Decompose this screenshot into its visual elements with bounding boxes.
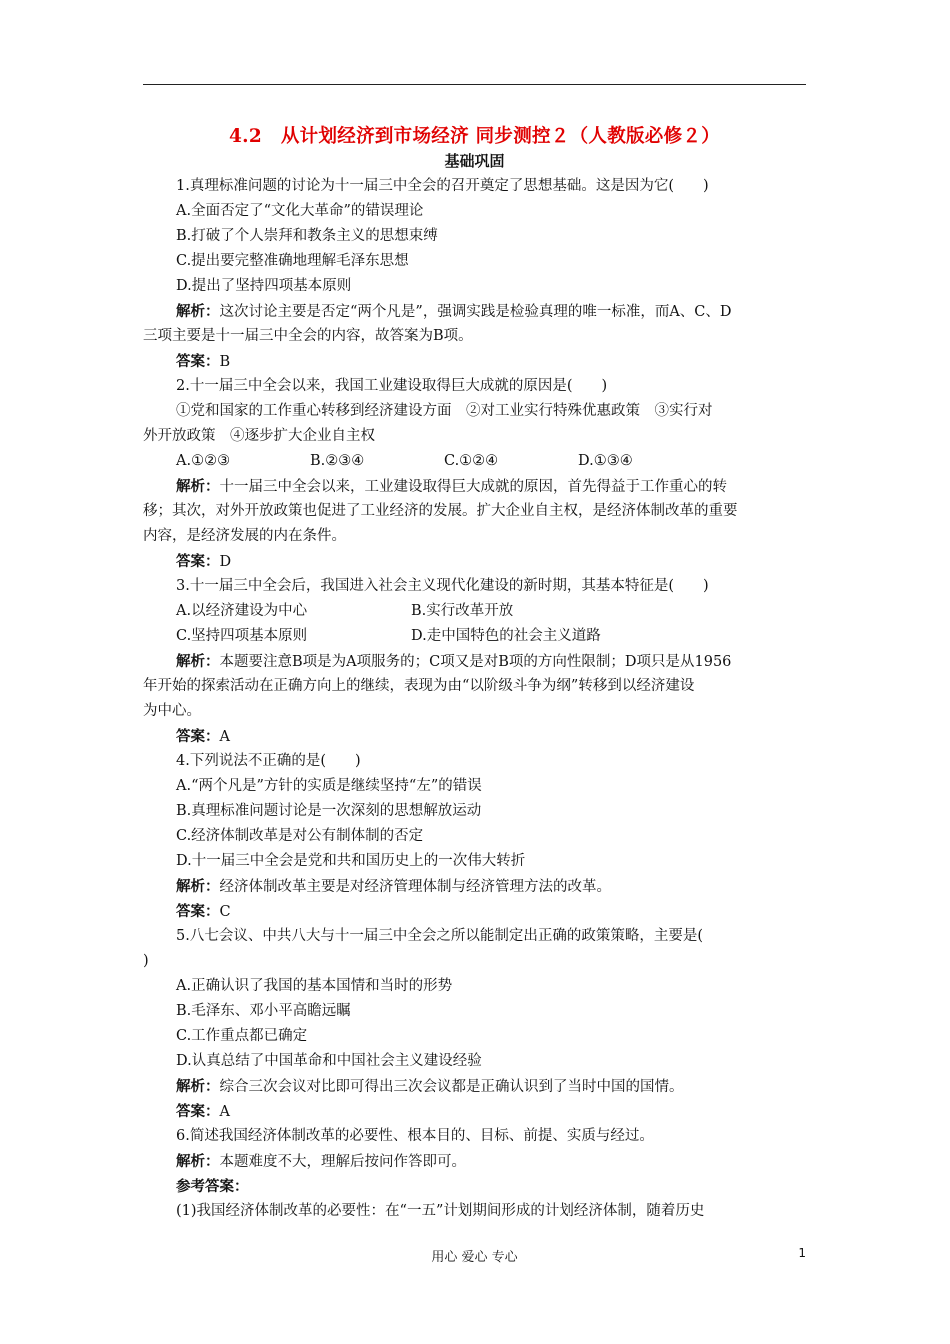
q6-analysis: [143, 1149, 806, 1174]
q3-answer: [143, 724, 806, 749]
analysis-label: 解析：: [176, 1153, 220, 1170]
q3-option-b: B.实行改革开放: [411, 603, 514, 619]
q5-option-d: D.认真总结了中国革命和中国社会主义建设经验: [176, 1053, 482, 1069]
analysis-label: 解析：: [176, 303, 220, 320]
q2-answer-value: D: [219, 554, 232, 570]
q6-reference-label: 参考答案：: [176, 1178, 249, 1195]
q3-options-row2: [143, 624, 806, 649]
q2-answer: [143, 549, 806, 574]
q5-option-a: A.正确认识了我国的基本国情和当时的形势: [176, 978, 453, 994]
q6-reference-text: (1)我国经济体制改革的必要性：在“一五”计划期间形成的计划经济体制，随着历史: [176, 1203, 705, 1219]
q2-options: [143, 449, 806, 474]
q1-analysis: [143, 299, 806, 324]
q2-stem: 2.十一届三中全会以来，我国工业建设取得巨大成就的原因是( ): [176, 378, 608, 394]
q1-option-b: B.打破了个人崇拜和教条主义的思想束缚: [176, 228, 438, 244]
q3-option-c: C.坚持四项基本原则: [176, 628, 308, 644]
q3-answer-value: A: [219, 729, 230, 745]
q3-stem: 3.十一届三中全会后，我国进入社会主义现代化建设的新时期，其基本特征是( ): [176, 578, 709, 594]
analysis-label: 解析：: [176, 653, 220, 670]
q4-option-c: C.经济体制改革是对公有制体制的否定: [176, 828, 424, 844]
section-heading: 基础巩固: [444, 152, 505, 170]
q1-answer-value: B: [219, 354, 231, 370]
q3-analysis: [143, 649, 806, 674]
answer-label: 答案：: [176, 553, 220, 570]
q5-option-c: C.工作重点都已确定: [176, 1028, 308, 1044]
q5-answer: [143, 1099, 806, 1124]
q1-answer: [143, 349, 806, 374]
q3-options-row1: [143, 599, 806, 624]
header-rule: [143, 84, 806, 85]
q2-analysis-text: 十一届三中全会以来，工业建设取得巨大成就的原因，首先得益于工作重心的转: [219, 479, 727, 495]
analysis-label: 解析：: [176, 878, 220, 895]
q3-analysis-cont: 年开始的探索活动在正确方向上的继续，表现为由“以阶级斗争为纲”转移到以经济建设: [143, 678, 695, 694]
q1-stem: 1.真理标准问题的讨论为十一届三中全会的召开奠定了思想基础。这是因为它( ): [176, 178, 709, 194]
q5-stem: 5.八七会议、中共八大与十一届三中全会之所以能制定出正确的政策策略，主要是(: [176, 928, 703, 944]
q4-analysis-text: 经济体制改革主要是对经济管理体制与经济管理方法的改革。: [219, 879, 611, 895]
q3-analysis-cont2: 为中心。: [143, 703, 201, 719]
q2-analysis: [143, 474, 806, 499]
q5-analysis-text: 综合三次会议对比即可得出三次会议都是正确认识到了当时中国的国情。: [219, 1079, 684, 1095]
q2-option-c: C.①②④: [444, 453, 499, 469]
q2-items: ①党和国家的工作重心转移到经济建设方面 ②对工业实行特殊优惠政策 ③实行对: [176, 403, 713, 419]
q4-answer: [143, 899, 806, 924]
q2-option-d: D.①③④: [578, 453, 633, 469]
q4-option-a: A.“两个凡是”方针的实质是继续坚持“左”的错误: [176, 778, 482, 794]
q3-analysis-text: 本题要注意B项是为A项服务的；C项又是对B项的方向性限制；D项只是从1956: [219, 654, 732, 670]
answer-label: 答案：: [176, 728, 220, 745]
q5-analysis: [143, 1074, 806, 1099]
q6-stem: 6.简述我国经济体制改革的必要性、根本目的、目标、前提、实质与经过。: [176, 1128, 654, 1144]
footer-text: 用心 爱心 专心: [431, 1250, 518, 1265]
answer-label: 答案：: [176, 353, 220, 370]
answer-label: 答案：: [176, 1103, 220, 1120]
q5-option-b: B.毛泽东、邓小平高瞻远瞩: [176, 1003, 351, 1019]
q2-analysis-cont: 移；其次，对外开放政策也促进了工业经济的发展。扩大企业自主权，是经济体制改革的重要: [143, 503, 738, 519]
q2-option-a: A.①②③: [176, 453, 231, 469]
q5-stem-cont: ): [143, 953, 149, 969]
page-footer: [143, 1246, 806, 1266]
q1-option-d: D.提出了坚持四项基本原则: [176, 278, 352, 294]
q2-analysis-cont2: 内容，是经济发展的内在条件。: [143, 528, 346, 544]
q6-analysis-text: 本题难度不大，理解后按问作答即可。: [219, 1154, 466, 1170]
q4-answer-value: C: [219, 904, 231, 920]
analysis-label: 解析：: [176, 478, 220, 495]
q1-option-a: A.全面否定了“文化大革命”的错误理论: [176, 203, 424, 219]
q1-analysis-text: 这次讨论主要是否定“两个凡是”，强调实践是检验真理的唯一标准，而A、C、D: [219, 304, 732, 320]
analysis-label: 解析：: [176, 1078, 220, 1095]
q2-option-b: B.②③④: [310, 453, 365, 469]
q3-option-a: A.以经济建设为中心: [176, 603, 308, 619]
q4-stem: 4.下列说法不正确的是( ): [176, 753, 361, 769]
q5-answer-value: A: [219, 1104, 230, 1120]
q3-option-d: D.走中国特色的社会主义道路: [411, 628, 601, 644]
q2-items-cont: 外开放政策 ④逐步扩大企业自主权: [143, 428, 375, 444]
answer-label: 答案：: [176, 903, 220, 920]
page-title: 4.2 从计划经济到市场经济 同步测控２（人教版必修２）: [228, 126, 721, 147]
q1-option-c: C.提出要完整准确地理解毛泽东思想: [176, 253, 409, 269]
q4-option-b: B.真理标准问题讨论是一次深刻的思想解放运动: [176, 803, 482, 819]
document-body: [143, 174, 806, 1224]
q4-analysis: [143, 874, 806, 899]
page-number: 1: [798, 1246, 806, 1260]
q4-option-d: D.十一届三中全会是党和共和国历史上的一次伟大转折: [176, 853, 526, 869]
q1-analysis-cont: 三项主要是十一届三中全会的内容，故答案为B项。: [143, 328, 473, 344]
